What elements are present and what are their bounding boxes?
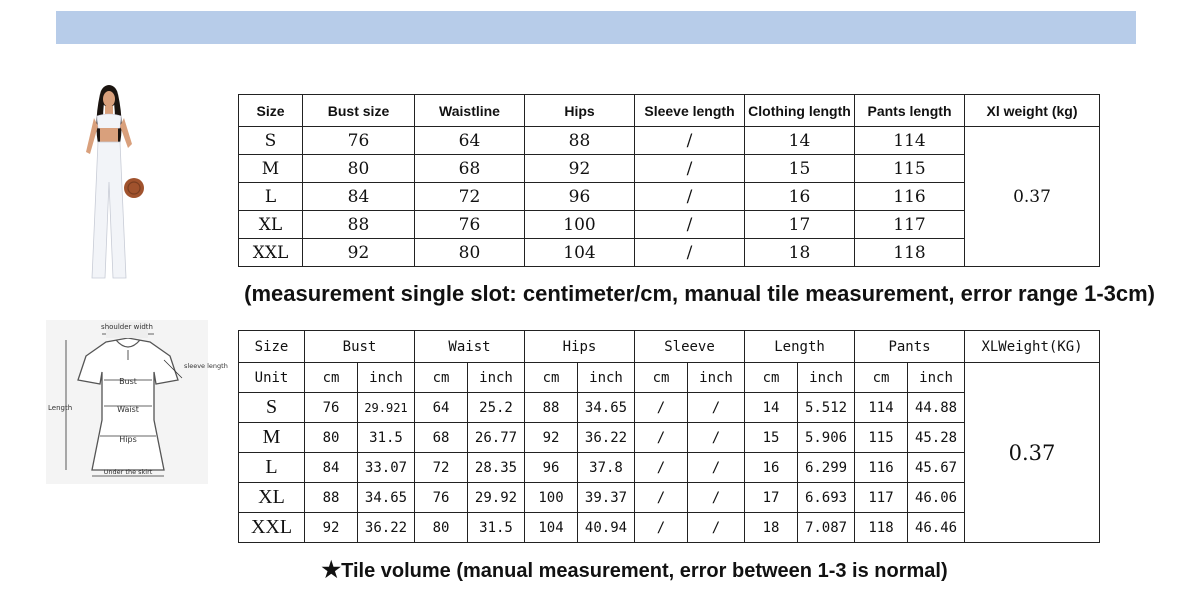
cell: 80 <box>415 513 468 543</box>
cell: / <box>635 183 745 211</box>
cell: / <box>635 453 688 483</box>
cell: 84 <box>303 183 415 211</box>
cell: 33.07 <box>358 453 415 483</box>
tile-volume-note <box>0 557 1193 583</box>
model-photo-icon <box>70 82 154 280</box>
cell: 29.92 <box>468 483 525 513</box>
cell: 115 <box>855 423 908 453</box>
header-bust: Bust <box>305 331 415 363</box>
header-hips: Hips <box>525 331 635 363</box>
cell: 5.512 <box>798 393 855 423</box>
cell: 118 <box>855 239 965 267</box>
unit-cm: cm <box>745 363 798 393</box>
table-row <box>239 127 1100 155</box>
unit-inch: inch <box>578 363 635 393</box>
cell: 7.087 <box>798 513 855 543</box>
diagram-waist-label: Waist <box>117 405 139 414</box>
header-size: Size <box>239 331 305 363</box>
header-sleeve: Sleeve <box>635 331 745 363</box>
unit-inch: inch <box>798 363 855 393</box>
diagram-length-label: Length <box>48 404 73 412</box>
unit-cm: cm <box>525 363 578 393</box>
header-size: Size <box>239 95 303 127</box>
size-label: S <box>239 127 303 155</box>
cell: 15 <box>745 423 798 453</box>
cell: 117 <box>855 483 908 513</box>
cell: 68 <box>415 423 468 453</box>
cell: 29.921 <box>358 393 415 423</box>
cell: 36.22 <box>358 513 415 543</box>
size-label: S <box>239 393 305 423</box>
measurement-note: (measurement single slot: centimeter/cm, manual tile measurement, error range 1-3cm) <box>244 281 1155 306</box>
cell: 80 <box>303 155 415 183</box>
cell: 76 <box>415 211 525 239</box>
header-waist: Waist <box>415 331 525 363</box>
cell: 45.28 <box>908 423 965 453</box>
unit-label: Unit <box>239 363 305 393</box>
cell: 40.94 <box>578 513 635 543</box>
cell: 46.06 <box>908 483 965 513</box>
cell: / <box>688 513 745 543</box>
cell: 34.65 <box>358 483 415 513</box>
size-label: M <box>239 155 303 183</box>
cell: 114 <box>855 127 965 155</box>
cell: 72 <box>415 453 468 483</box>
cell: 31.5 <box>468 513 525 543</box>
header-pants-length: Pants length <box>855 95 965 127</box>
cell: / <box>688 393 745 423</box>
cell: 92 <box>305 513 358 543</box>
cell: 88 <box>303 211 415 239</box>
cell: 31.5 <box>358 423 415 453</box>
header-weight: XLWeight(KG) <box>965 331 1100 363</box>
size-label: L <box>239 453 305 483</box>
unit-cm: cm <box>855 363 908 393</box>
cell: 15 <box>745 155 855 183</box>
cell: / <box>635 155 745 183</box>
cell: 6.299 <box>798 453 855 483</box>
cell: 37.8 <box>578 453 635 483</box>
cell: 36.22 <box>578 423 635 453</box>
cell: 116 <box>855 183 965 211</box>
cell: 68 <box>415 155 525 183</box>
size-table-simple <box>238 94 1100 267</box>
cell: / <box>688 453 745 483</box>
cell: / <box>635 127 745 155</box>
cell: 45.67 <box>908 453 965 483</box>
header-weight: Xl weight (kg) <box>965 95 1100 127</box>
cell: / <box>635 393 688 423</box>
diagram-shoulder-label: shoulder width <box>101 323 153 331</box>
header-hips: Hips <box>525 95 635 127</box>
size-label: XXL <box>239 513 305 543</box>
cell: 26.77 <box>468 423 525 453</box>
header-sleeve: Sleeve length <box>635 95 745 127</box>
cell: 88 <box>525 127 635 155</box>
cell: 17 <box>745 483 798 513</box>
cell: 100 <box>525 483 578 513</box>
cell: 116 <box>855 453 908 483</box>
diagram-hips-label: Hips <box>119 435 137 444</box>
cell: 115 <box>855 155 965 183</box>
weight-value: 0.37 <box>965 127 1100 267</box>
size-label: XL <box>239 483 305 513</box>
header-pants: Pants <box>855 331 965 363</box>
cell: 118 <box>855 513 908 543</box>
cell: 25.2 <box>468 393 525 423</box>
cell: 28.35 <box>468 453 525 483</box>
cell: / <box>635 423 688 453</box>
size-label: XL <box>239 211 303 239</box>
cell: 16 <box>745 183 855 211</box>
cell: 18 <box>745 513 798 543</box>
cell: 80 <box>305 423 358 453</box>
cell: 96 <box>525 183 635 211</box>
cell: 104 <box>525 239 635 267</box>
cell: 114 <box>855 393 908 423</box>
cell: / <box>688 423 745 453</box>
cell: 100 <box>525 211 635 239</box>
tile-volume-text: Tile volume (manual measurement, error between 1-3 is normal) <box>341 560 948 582</box>
cell: 92 <box>303 239 415 267</box>
cell: 88 <box>305 483 358 513</box>
header-clothing-length: Clothing length <box>745 95 855 127</box>
unit-cm: cm <box>415 363 468 393</box>
diagram-sleeve-label: sleeve length <box>184 362 228 370</box>
unit-inch: inch <box>908 363 965 393</box>
size-label: M <box>239 423 305 453</box>
cell: 92 <box>525 155 635 183</box>
unit-inch: inch <box>468 363 525 393</box>
cell: 5.906 <box>798 423 855 453</box>
cell: / <box>635 211 745 239</box>
unit-cm: cm <box>305 363 358 393</box>
cell: 46.46 <box>908 513 965 543</box>
unit-row <box>239 363 1100 393</box>
cell: 88 <box>525 393 578 423</box>
cell: / <box>688 483 745 513</box>
cell: 64 <box>415 393 468 423</box>
cell: 76 <box>303 127 415 155</box>
cell: / <box>635 483 688 513</box>
weight-value: 0.37 <box>965 363 1100 543</box>
cell: 34.65 <box>578 393 635 423</box>
cell: 44.88 <box>908 393 965 423</box>
header-length: Length <box>745 331 855 363</box>
header-row <box>239 331 1100 363</box>
size-label: XXL <box>239 239 303 267</box>
cell: 6.693 <box>798 483 855 513</box>
cell: 16 <box>745 453 798 483</box>
cell: / <box>635 239 745 267</box>
cell: 17 <box>745 211 855 239</box>
unit-inch: inch <box>358 363 415 393</box>
star-icon: ★ <box>321 557 342 582</box>
header-bust: Bust size <box>303 95 415 127</box>
diagram-bust-label: Bust <box>119 377 137 386</box>
header-waist: Waistline <box>415 95 525 127</box>
cell: 104 <box>525 513 578 543</box>
unit-cm: cm <box>635 363 688 393</box>
size-table-detailed <box>238 330 1100 543</box>
dress-diagram-icon <box>46 320 228 484</box>
cell: 84 <box>305 453 358 483</box>
cell: 18 <box>745 239 855 267</box>
unit-inch: inch <box>688 363 745 393</box>
cell: 117 <box>855 211 965 239</box>
cell: 80 <box>415 239 525 267</box>
diagram-hem-label: Under the skirt <box>103 468 153 476</box>
cell: 39.37 <box>578 483 635 513</box>
cell: 96 <box>525 453 578 483</box>
cell: / <box>635 513 688 543</box>
cell: 76 <box>305 393 358 423</box>
cell: 92 <box>525 423 578 453</box>
top-banner <box>56 11 1136 44</box>
cell: 64 <box>415 127 525 155</box>
cell: 14 <box>745 393 798 423</box>
cell: 72 <box>415 183 525 211</box>
cell: 14 <box>745 127 855 155</box>
cell: 76 <box>415 483 468 513</box>
size-label: L <box>239 183 303 211</box>
